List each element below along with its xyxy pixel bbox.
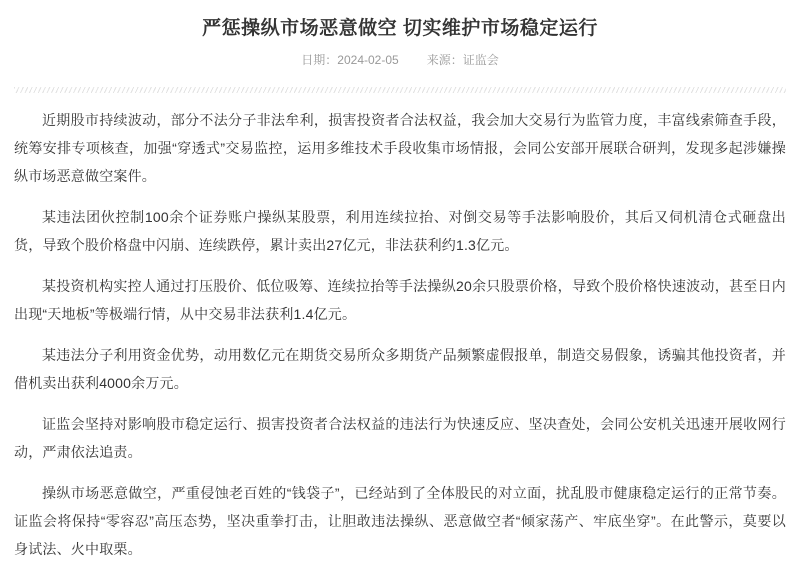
article-meta — [14, 51, 786, 69]
article-paragraph: 操纵市场恶意做空，严重侵蚀老百姓的“钱袋子”，已经站到了全体股民的对立面，扰乱股市健康稳定运行的正常节奏。证监会将保持“零容忍”高压态势，坚决重拳打击，让胆敢违法操纵、恶意做空者“倾家荡产、牢底坐穿”。在此警示，莫要以身试法、火中取栗。 — [14, 484, 786, 557]
page-title: 严惩操纵市场恶意做空 切实维护市场稳定运行 — [202, 18, 598, 39]
date-label: 日期： — [301, 52, 338, 67]
date-value: 2024-02-05 — [337, 52, 399, 67]
dotted-separator — [14, 87, 786, 93]
article-paragraph: 某投资机构实控人通过打压股价、低位吸筹、连续拉抬等手法操纵20余只股票价格，导致个股价格快速波动，甚至日内出现“天地板”等极端行情，从中交易非法获利1.4亿元。 — [14, 277, 786, 322]
article-paragraph: 某违法分子利用资金优势，动用数亿元在期货交易所众多期货产品频繁虚假报单，制造交易假象，诱骗其他投资者，并借机卖出获利4000余万元。 — [14, 346, 786, 391]
article-page — [0, 16, 800, 588]
meta-date — [301, 51, 398, 69]
article-paragraph: 证监会坚持对影响股市稳定运行、损害投资者合法权益的违法行为快速反应、坚决查处，会同公安机关迅速开展收网行动，严肃依法追责。 — [14, 415, 786, 460]
article-body — [14, 106, 786, 563]
article-paragraph: 某违法团伙控制100余个证券账户操纵某股票，利用连续拉抬、对倒交易等手法影响股价，其后又伺机清仓式砸盘出货，导致个股价格盘中闪崩、连续跌停，累计卖出27亿元，非法获利约1.3亿元。 — [14, 208, 786, 253]
source-value: 证监会 — [462, 52, 499, 67]
meta-source — [427, 51, 499, 69]
article-paragraph: 近期股市持续波动，部分不法分子非法牟利，损害投资者合法权益，我会加大交易行为监管力度，丰富线索筛查手段，统筹安排专项核查，加强“穿透式”交易监控，运用多维技术手段收集市场情报，会同公安部开展联合研判，发现多起涉嫌操纵市场恶意做空案件。 — [14, 111, 786, 184]
source-label: 来源： — [426, 52, 463, 67]
